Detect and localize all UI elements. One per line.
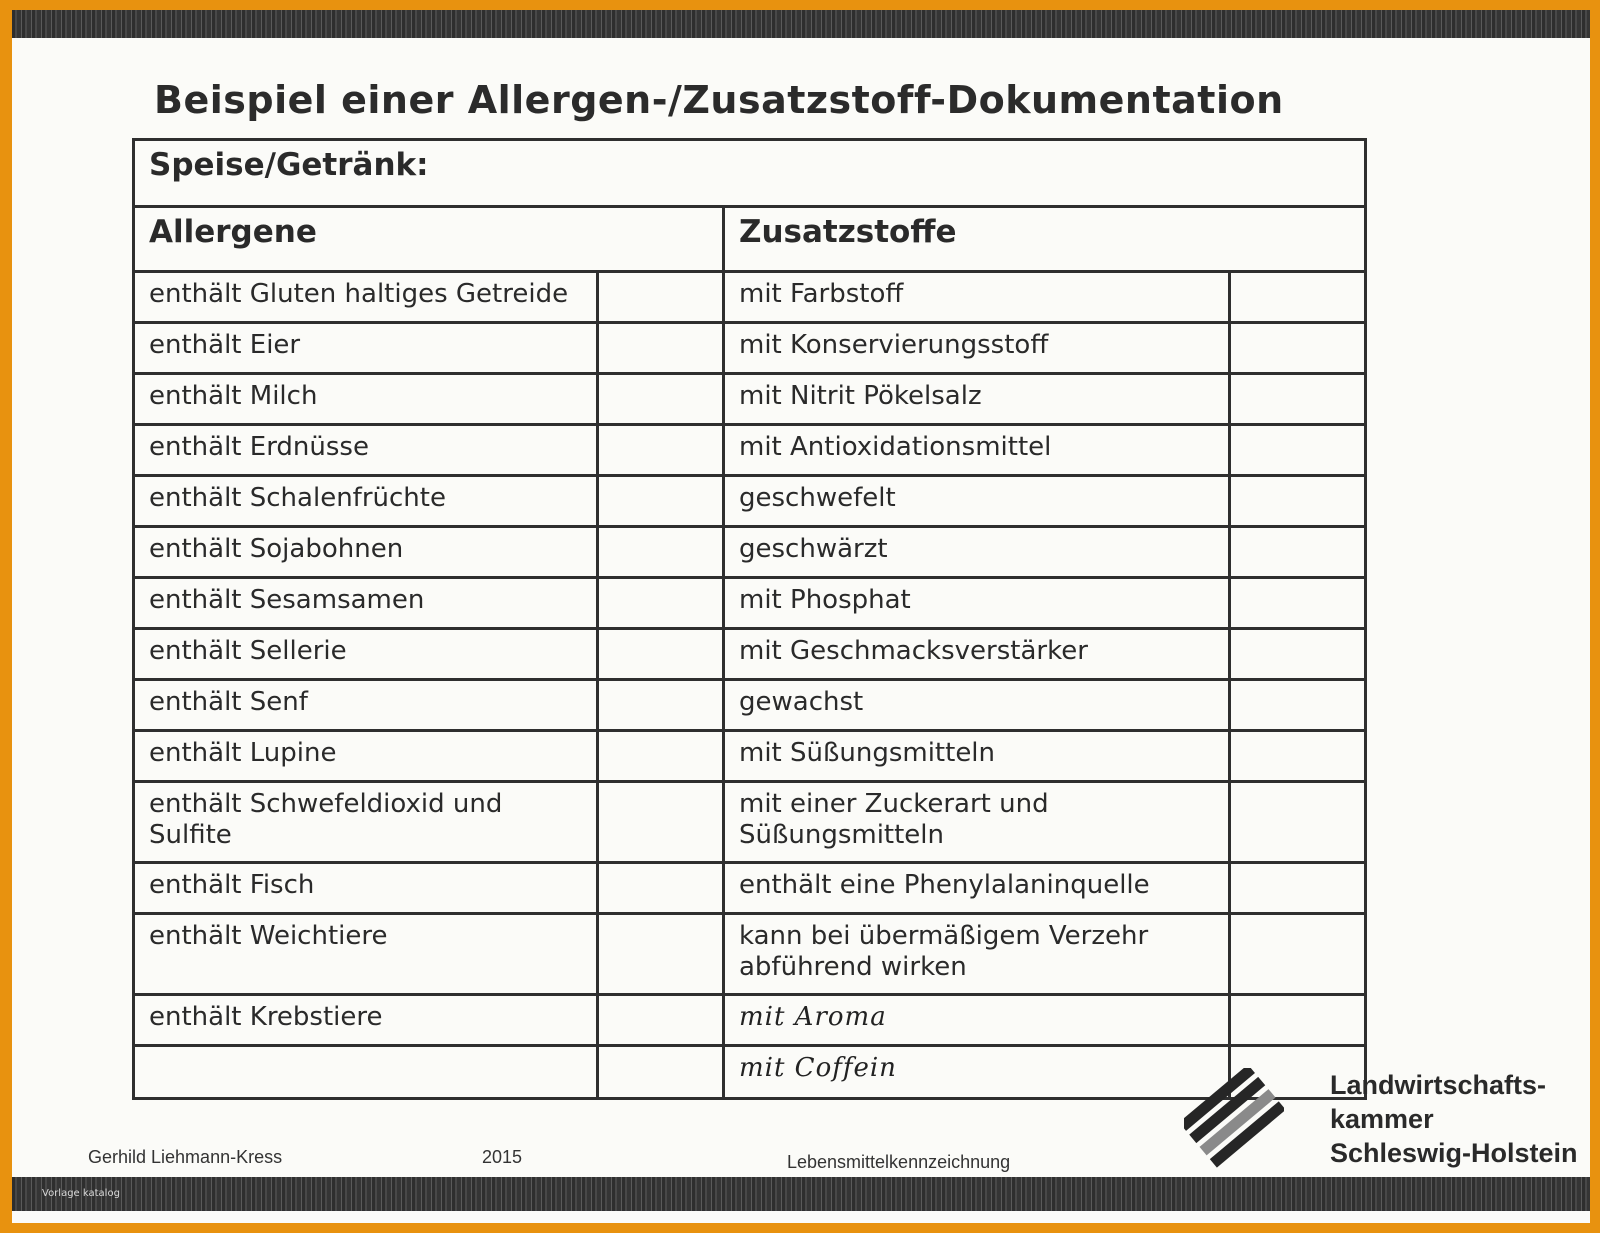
additive-checkbox[interactable]: [1230, 863, 1366, 914]
scanned-page: [12, 10, 1590, 1223]
table-row: [134, 731, 1366, 782]
table-row: [134, 863, 1366, 914]
table-row: [134, 995, 1366, 1046]
allergen-checkbox[interactable]: [598, 731, 724, 782]
footer-year: 2015: [482, 1147, 523, 1167]
allergen-cell: enthält Lupine: [134, 731, 598, 782]
additive-cell: mit Geschmacksverstärker: [724, 629, 1230, 680]
organization-line-3: Schleswig-Holstein: [1330, 1138, 1578, 1168]
additive-checkbox[interactable]: [1230, 476, 1366, 527]
allergen-cell: enthält Gluten haltiges Getreide: [134, 272, 598, 323]
footer-author: Gerhild Liehmann-Kress: [88, 1147, 283, 1167]
additive-checkbox[interactable]: [1230, 323, 1366, 374]
allergen-cell: enthält Sojabohnen: [134, 527, 598, 578]
additive-checkbox[interactable]: [1230, 425, 1366, 476]
allergen-checkbox[interactable]: [598, 425, 724, 476]
additives-header: Zusatzstoffe: [724, 207, 1366, 272]
table-row: [134, 629, 1366, 680]
table-row: [134, 476, 1366, 527]
allergen-cell: enthält Schwefeldioxid und Sulfite: [134, 782, 598, 863]
allergen-checkbox[interactable]: [598, 476, 724, 527]
additive-cell: geschwärzt: [724, 527, 1230, 578]
additive-checkbox[interactable]: [1230, 629, 1366, 680]
additive-checkbox[interactable]: [1230, 995, 1366, 1046]
table-row: [134, 374, 1366, 425]
lksh-stripes-logo-icon: [1184, 1068, 1284, 1168]
additive-checkbox[interactable]: [1230, 374, 1366, 425]
allergen-checkbox[interactable]: [598, 374, 724, 425]
scan-edge-top: [12, 10, 1590, 38]
allergen-cell: enthält Milch: [134, 374, 598, 425]
allergen-cell: enthält Senf: [134, 680, 598, 731]
additive-cell: kann bei übermäßigem Verzehr abführend wirken: [724, 914, 1230, 995]
additive-cell: enthält eine Phenylalaninquelle: [724, 863, 1230, 914]
organization-line-2: kammer: [1330, 1104, 1434, 1134]
allergen-checkbox[interactable]: [598, 578, 724, 629]
organization-line-1: Landwirtschafts-: [1330, 1070, 1547, 1100]
allergens-header: Allergene: [134, 207, 724, 272]
additive-checkbox[interactable]: [1230, 731, 1366, 782]
additive-cell: mit einer Zuckerart und Süßungsmitteln: [724, 782, 1230, 863]
additive-checkbox[interactable]: [1230, 272, 1366, 323]
allergen-additive-table: [132, 138, 1367, 1100]
watermark: Vorlage katalog: [42, 1188, 120, 1199]
additive-cell: mit Antioxidationsmittel: [724, 425, 1230, 476]
allergen-checkbox[interactable]: [598, 995, 724, 1046]
table-row: [134, 578, 1366, 629]
table-row: [134, 425, 1366, 476]
handwritten-additive-cell: mit Aroma: [724, 995, 1230, 1046]
allergen-checkbox[interactable]: [598, 680, 724, 731]
additive-cell: mit Nitrit Pökelsalz: [724, 374, 1230, 425]
allergen-cell: enthält Weichtiere: [134, 914, 598, 995]
allergen-checkbox[interactable]: [598, 863, 724, 914]
allergen-cell: enthält Sellerie: [134, 629, 598, 680]
allergen-cell: enthält Schalenfrüchte: [134, 476, 598, 527]
allergen-cell: [134, 1046, 598, 1099]
allergen-cell: enthält Fisch: [134, 863, 598, 914]
additive-checkbox[interactable]: [1230, 680, 1366, 731]
table-row: [134, 680, 1366, 731]
table-row: [134, 323, 1366, 374]
allergen-checkbox[interactable]: [598, 914, 724, 995]
table-row: [134, 527, 1366, 578]
allergen-checkbox[interactable]: [598, 629, 724, 680]
document-title: Beispiel einer Allergen-/Zusatzstoff-Dokumentation: [154, 78, 1284, 122]
allergen-checkbox[interactable]: [598, 272, 724, 323]
additive-cell: gewachst: [724, 680, 1230, 731]
additive-cell: mit Konservierungsstoff: [724, 323, 1230, 374]
allergen-checkbox[interactable]: [598, 527, 724, 578]
table-row: [134, 272, 1366, 323]
additive-cell: geschwefelt: [724, 476, 1230, 527]
allergen-cell: enthält Erdnüsse: [134, 425, 598, 476]
handwritten-additive-cell: mit Coffein: [724, 1046, 1230, 1099]
food-label: Speise/Getränk:: [134, 140, 1366, 207]
table-row: [134, 1046, 1366, 1099]
allergen-checkbox[interactable]: [598, 323, 724, 374]
additive-checkbox[interactable]: [1230, 527, 1366, 578]
footer-topic: Lebensmittelkennzeichnung: [787, 1152, 1011, 1172]
additive-checkbox[interactable]: [1230, 578, 1366, 629]
allergen-cell: enthält Krebstiere: [134, 995, 598, 1046]
additive-cell: mit Phosphat: [724, 578, 1230, 629]
allergen-cell: enthält Eier: [134, 323, 598, 374]
table-row: [134, 914, 1366, 995]
additive-cell: mit Farbstoff: [724, 272, 1230, 323]
table-row: [134, 782, 1366, 863]
additive-checkbox[interactable]: [1230, 914, 1366, 995]
additive-cell: mit Süßungsmitteln: [724, 731, 1230, 782]
organization-name: [1330, 1068, 1578, 1170]
allergen-cell: enthält Sesamsamen: [134, 578, 598, 629]
scan-edge-bottom: [12, 1177, 1590, 1211]
allergen-checkbox[interactable]: [598, 782, 724, 863]
additive-checkbox[interactable]: [1230, 782, 1366, 863]
allergen-checkbox[interactable]: [598, 1046, 724, 1099]
